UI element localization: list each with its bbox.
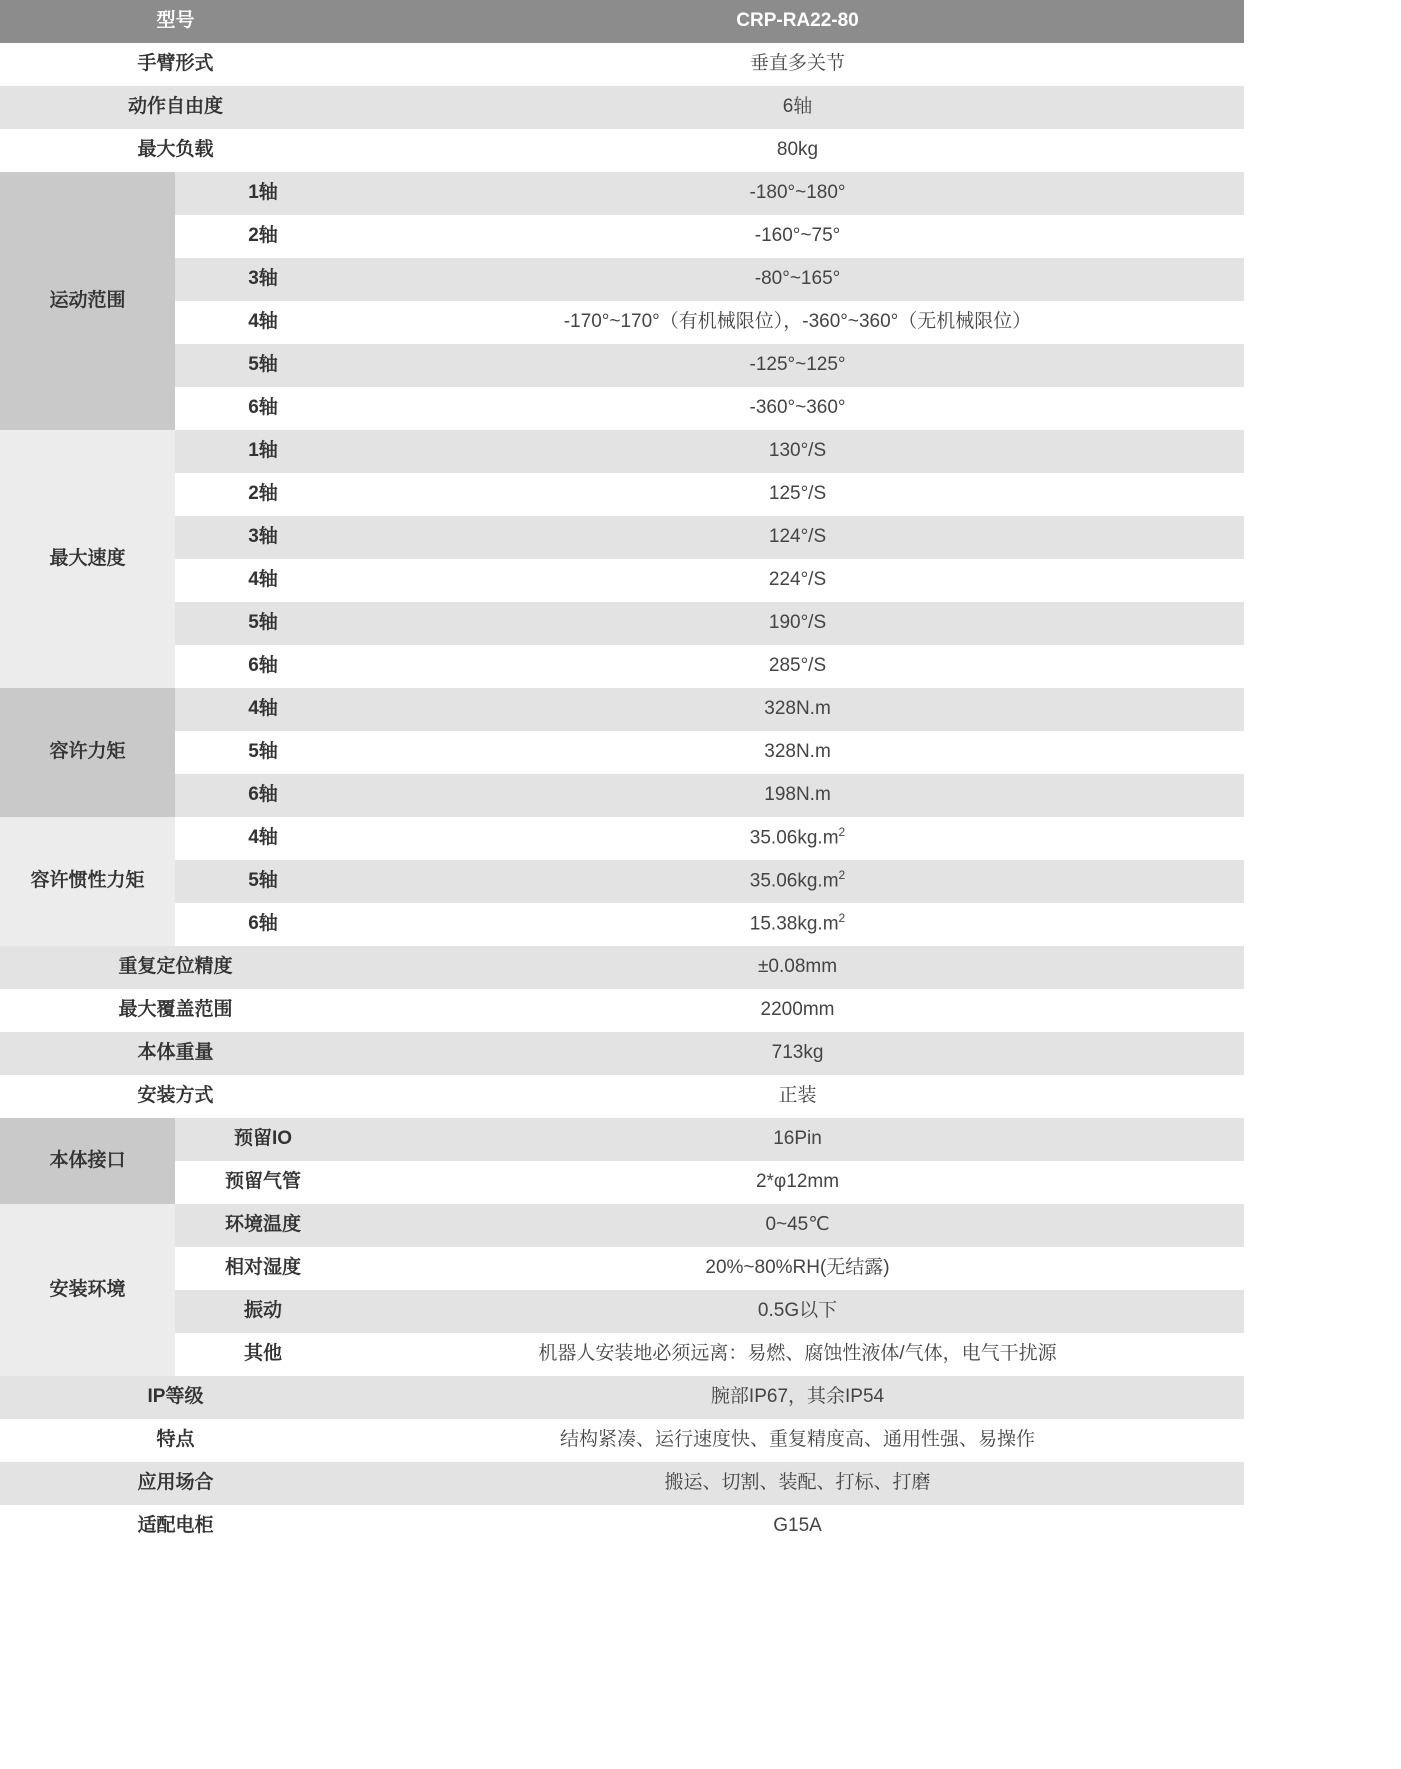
table-row bbox=[0, 1376, 1244, 1419]
sub-label-motion-axis-5: 5轴 bbox=[175, 344, 351, 387]
sub-label-inertia-axis-4: 4轴 bbox=[175, 817, 351, 860]
sub-label-inertia-axis-5: 5轴 bbox=[175, 860, 351, 903]
table-row bbox=[0, 688, 1244, 731]
row-label-cabinet: 适配电柜 bbox=[0, 1505, 351, 1548]
table-row bbox=[0, 1290, 1244, 1333]
table-row bbox=[0, 559, 1244, 602]
sub-label-speed-axis-4: 4轴 bbox=[175, 559, 351, 602]
table-row bbox=[0, 387, 1244, 430]
sub-value-motion-axis-3: -80°~165° bbox=[351, 258, 1244, 301]
sub-label-motion-axis-4: 4轴 bbox=[175, 301, 351, 344]
sub-label-temperature: 环境温度 bbox=[175, 1204, 351, 1247]
table-row bbox=[0, 1075, 1244, 1118]
group-label-environment: 安装环境 bbox=[0, 1204, 175, 1376]
sub-value-motion-axis-4: -170°~170°（有机械限位），-360°~360°（无机械限位） bbox=[351, 301, 1244, 344]
group-label-allowable-torque: 容许力矩 bbox=[0, 688, 175, 817]
sub-label-speed-axis-1: 1轴 bbox=[175, 430, 351, 473]
sub-label-humidity: 相对湿度 bbox=[175, 1247, 351, 1290]
row-label-dof: 动作自由度 bbox=[0, 86, 351, 129]
row-value-ip-rating: 腕部IP67，其余IP54 bbox=[351, 1376, 1244, 1419]
group-label-body-interface: 本体接口 bbox=[0, 1118, 175, 1204]
sub-value-inertia-axis-5 bbox=[351, 860, 1244, 903]
table-row bbox=[0, 516, 1244, 559]
sub-label-torque-axis-5: 5轴 bbox=[175, 731, 351, 774]
sub-value-torque-axis-6: 198N.m bbox=[351, 774, 1244, 817]
row-value-reach: 2200mm bbox=[351, 989, 1244, 1032]
table-row bbox=[0, 731, 1244, 774]
sub-label-speed-axis-3: 3轴 bbox=[175, 516, 351, 559]
table-row bbox=[0, 1204, 1244, 1247]
inertia-value-5: 35.06kg.m bbox=[749, 870, 839, 892]
row-label-reach: 最大覆盖范围 bbox=[0, 989, 351, 1032]
sub-label-inertia-axis-6: 6轴 bbox=[175, 903, 351, 946]
table-row bbox=[0, 1505, 1244, 1548]
row-value-applications: 搬运、切割、装配、打标、打磨 bbox=[351, 1462, 1244, 1505]
inertia-sup-4: 2 bbox=[838, 825, 846, 840]
sub-value-speed-axis-6: 285°/S bbox=[351, 645, 1244, 688]
table-row bbox=[0, 129, 1244, 172]
row-label-arm-type: 手臂形式 bbox=[0, 43, 351, 86]
table-row bbox=[0, 903, 1244, 946]
inertia-value-6: 15.38kg.m bbox=[749, 913, 839, 935]
table-row bbox=[0, 645, 1244, 688]
inertia-sup-6: 2 bbox=[838, 911, 846, 926]
sub-value-inertia-axis-4 bbox=[351, 817, 1244, 860]
row-label-features: 特点 bbox=[0, 1419, 351, 1462]
sub-value-motion-axis-5: -125°~125° bbox=[351, 344, 1244, 387]
row-label-applications: 应用场合 bbox=[0, 1462, 351, 1505]
table-row bbox=[0, 989, 1244, 1032]
sub-value-vibration: 0.5G以下 bbox=[351, 1290, 1244, 1333]
row-value-arm-type: 垂直多关节 bbox=[351, 43, 1244, 86]
header-label: 型号 bbox=[0, 0, 351, 43]
row-label-repeatability: 重复定位精度 bbox=[0, 946, 351, 989]
row-value-repeatability: ±0.08mm bbox=[351, 946, 1244, 989]
table-row bbox=[0, 86, 1244, 129]
table-row bbox=[0, 946, 1244, 989]
row-label-mounting: 安装方式 bbox=[0, 1075, 351, 1118]
inertia-value-4: 35.06kg.m bbox=[749, 827, 839, 849]
sub-value-speed-axis-3: 124°/S bbox=[351, 516, 1244, 559]
sub-label-motion-axis-6: 6轴 bbox=[175, 387, 351, 430]
sub-value-temperature: 0~45℃ bbox=[351, 1204, 1244, 1247]
sub-value-motion-axis-2: -160°~75° bbox=[351, 215, 1244, 258]
sub-value-speed-axis-1: 130°/S bbox=[351, 430, 1244, 473]
table-row bbox=[0, 301, 1244, 344]
table-row-header bbox=[0, 0, 1244, 43]
table-row bbox=[0, 1161, 1244, 1204]
sub-label-vibration: 振动 bbox=[175, 1290, 351, 1333]
table-row bbox=[0, 258, 1244, 301]
table-row bbox=[0, 1333, 1244, 1376]
sub-value-other: 机器人安装地必须远离：易燃、腐蚀性液体/气体，电气干扰源 bbox=[351, 1333, 1244, 1376]
sub-label-torque-axis-6: 6轴 bbox=[175, 774, 351, 817]
inertia-sup-5: 2 bbox=[838, 868, 846, 883]
table-row bbox=[0, 1247, 1244, 1290]
sub-value-motion-axis-6: -360°~360° bbox=[351, 387, 1244, 430]
row-label-payload: 最大负载 bbox=[0, 129, 351, 172]
row-label-weight: 本体重量 bbox=[0, 1032, 351, 1075]
row-value-cabinet: G15A bbox=[351, 1505, 1244, 1548]
table-row bbox=[0, 1419, 1244, 1462]
group-label-allowable-inertia: 容许惯性力矩 bbox=[0, 817, 175, 946]
row-label-ip-rating: IP等级 bbox=[0, 1376, 351, 1419]
sub-value-motion-axis-1: -180°~180° bbox=[351, 172, 1244, 215]
sub-label-motion-axis-3: 3轴 bbox=[175, 258, 351, 301]
table-row bbox=[0, 344, 1244, 387]
table-row bbox=[0, 1032, 1244, 1075]
table-row bbox=[0, 473, 1244, 516]
sub-label-other: 其他 bbox=[175, 1333, 351, 1376]
group-label-motion-range: 运动范围 bbox=[0, 172, 175, 430]
table-row bbox=[0, 817, 1244, 860]
sub-label-reserved-air: 预留气管 bbox=[175, 1161, 351, 1204]
sub-value-inertia-axis-6 bbox=[351, 903, 1244, 946]
sub-label-motion-axis-1: 1轴 bbox=[175, 172, 351, 215]
sub-label-torque-axis-4: 4轴 bbox=[175, 688, 351, 731]
sub-label-speed-axis-2: 2轴 bbox=[175, 473, 351, 516]
sub-value-torque-axis-4: 328N.m bbox=[351, 688, 1244, 731]
sub-label-reserved-io: 预留IO bbox=[175, 1118, 351, 1161]
table-row bbox=[0, 602, 1244, 645]
row-value-dof: 6轴 bbox=[351, 86, 1244, 129]
sub-value-speed-axis-2: 125°/S bbox=[351, 473, 1244, 516]
sub-value-humidity: 20%~80%RH(无结露) bbox=[351, 1247, 1244, 1290]
table-row bbox=[0, 1118, 1244, 1161]
group-label-max-speed: 最大速度 bbox=[0, 430, 175, 688]
row-value-payload: 80kg bbox=[351, 129, 1244, 172]
sub-value-reserved-air: 2*φ12mm bbox=[351, 1161, 1244, 1204]
table-row bbox=[0, 215, 1244, 258]
table-row bbox=[0, 172, 1244, 215]
sub-value-reserved-io: 16Pin bbox=[351, 1118, 1244, 1161]
table-row bbox=[0, 43, 1244, 86]
row-value-weight: 713kg bbox=[351, 1032, 1244, 1075]
row-value-features: 结构紧凑、运行速度快、重复精度高、通用性强、易操作 bbox=[351, 1419, 1244, 1462]
sub-value-torque-axis-5: 328N.m bbox=[351, 731, 1244, 774]
row-value-mounting: 正装 bbox=[351, 1075, 1244, 1118]
sub-value-speed-axis-4: 224°/S bbox=[351, 559, 1244, 602]
sub-label-speed-axis-6: 6轴 bbox=[175, 645, 351, 688]
table-row bbox=[0, 860, 1244, 903]
sub-label-speed-axis-5: 5轴 bbox=[175, 602, 351, 645]
table-row bbox=[0, 430, 1244, 473]
table-row bbox=[0, 1462, 1244, 1505]
sub-label-motion-axis-2: 2轴 bbox=[175, 215, 351, 258]
table-row bbox=[0, 774, 1244, 817]
header-value: CRP-RA22-80 bbox=[351, 0, 1244, 43]
sub-value-speed-axis-5: 190°/S bbox=[351, 602, 1244, 645]
